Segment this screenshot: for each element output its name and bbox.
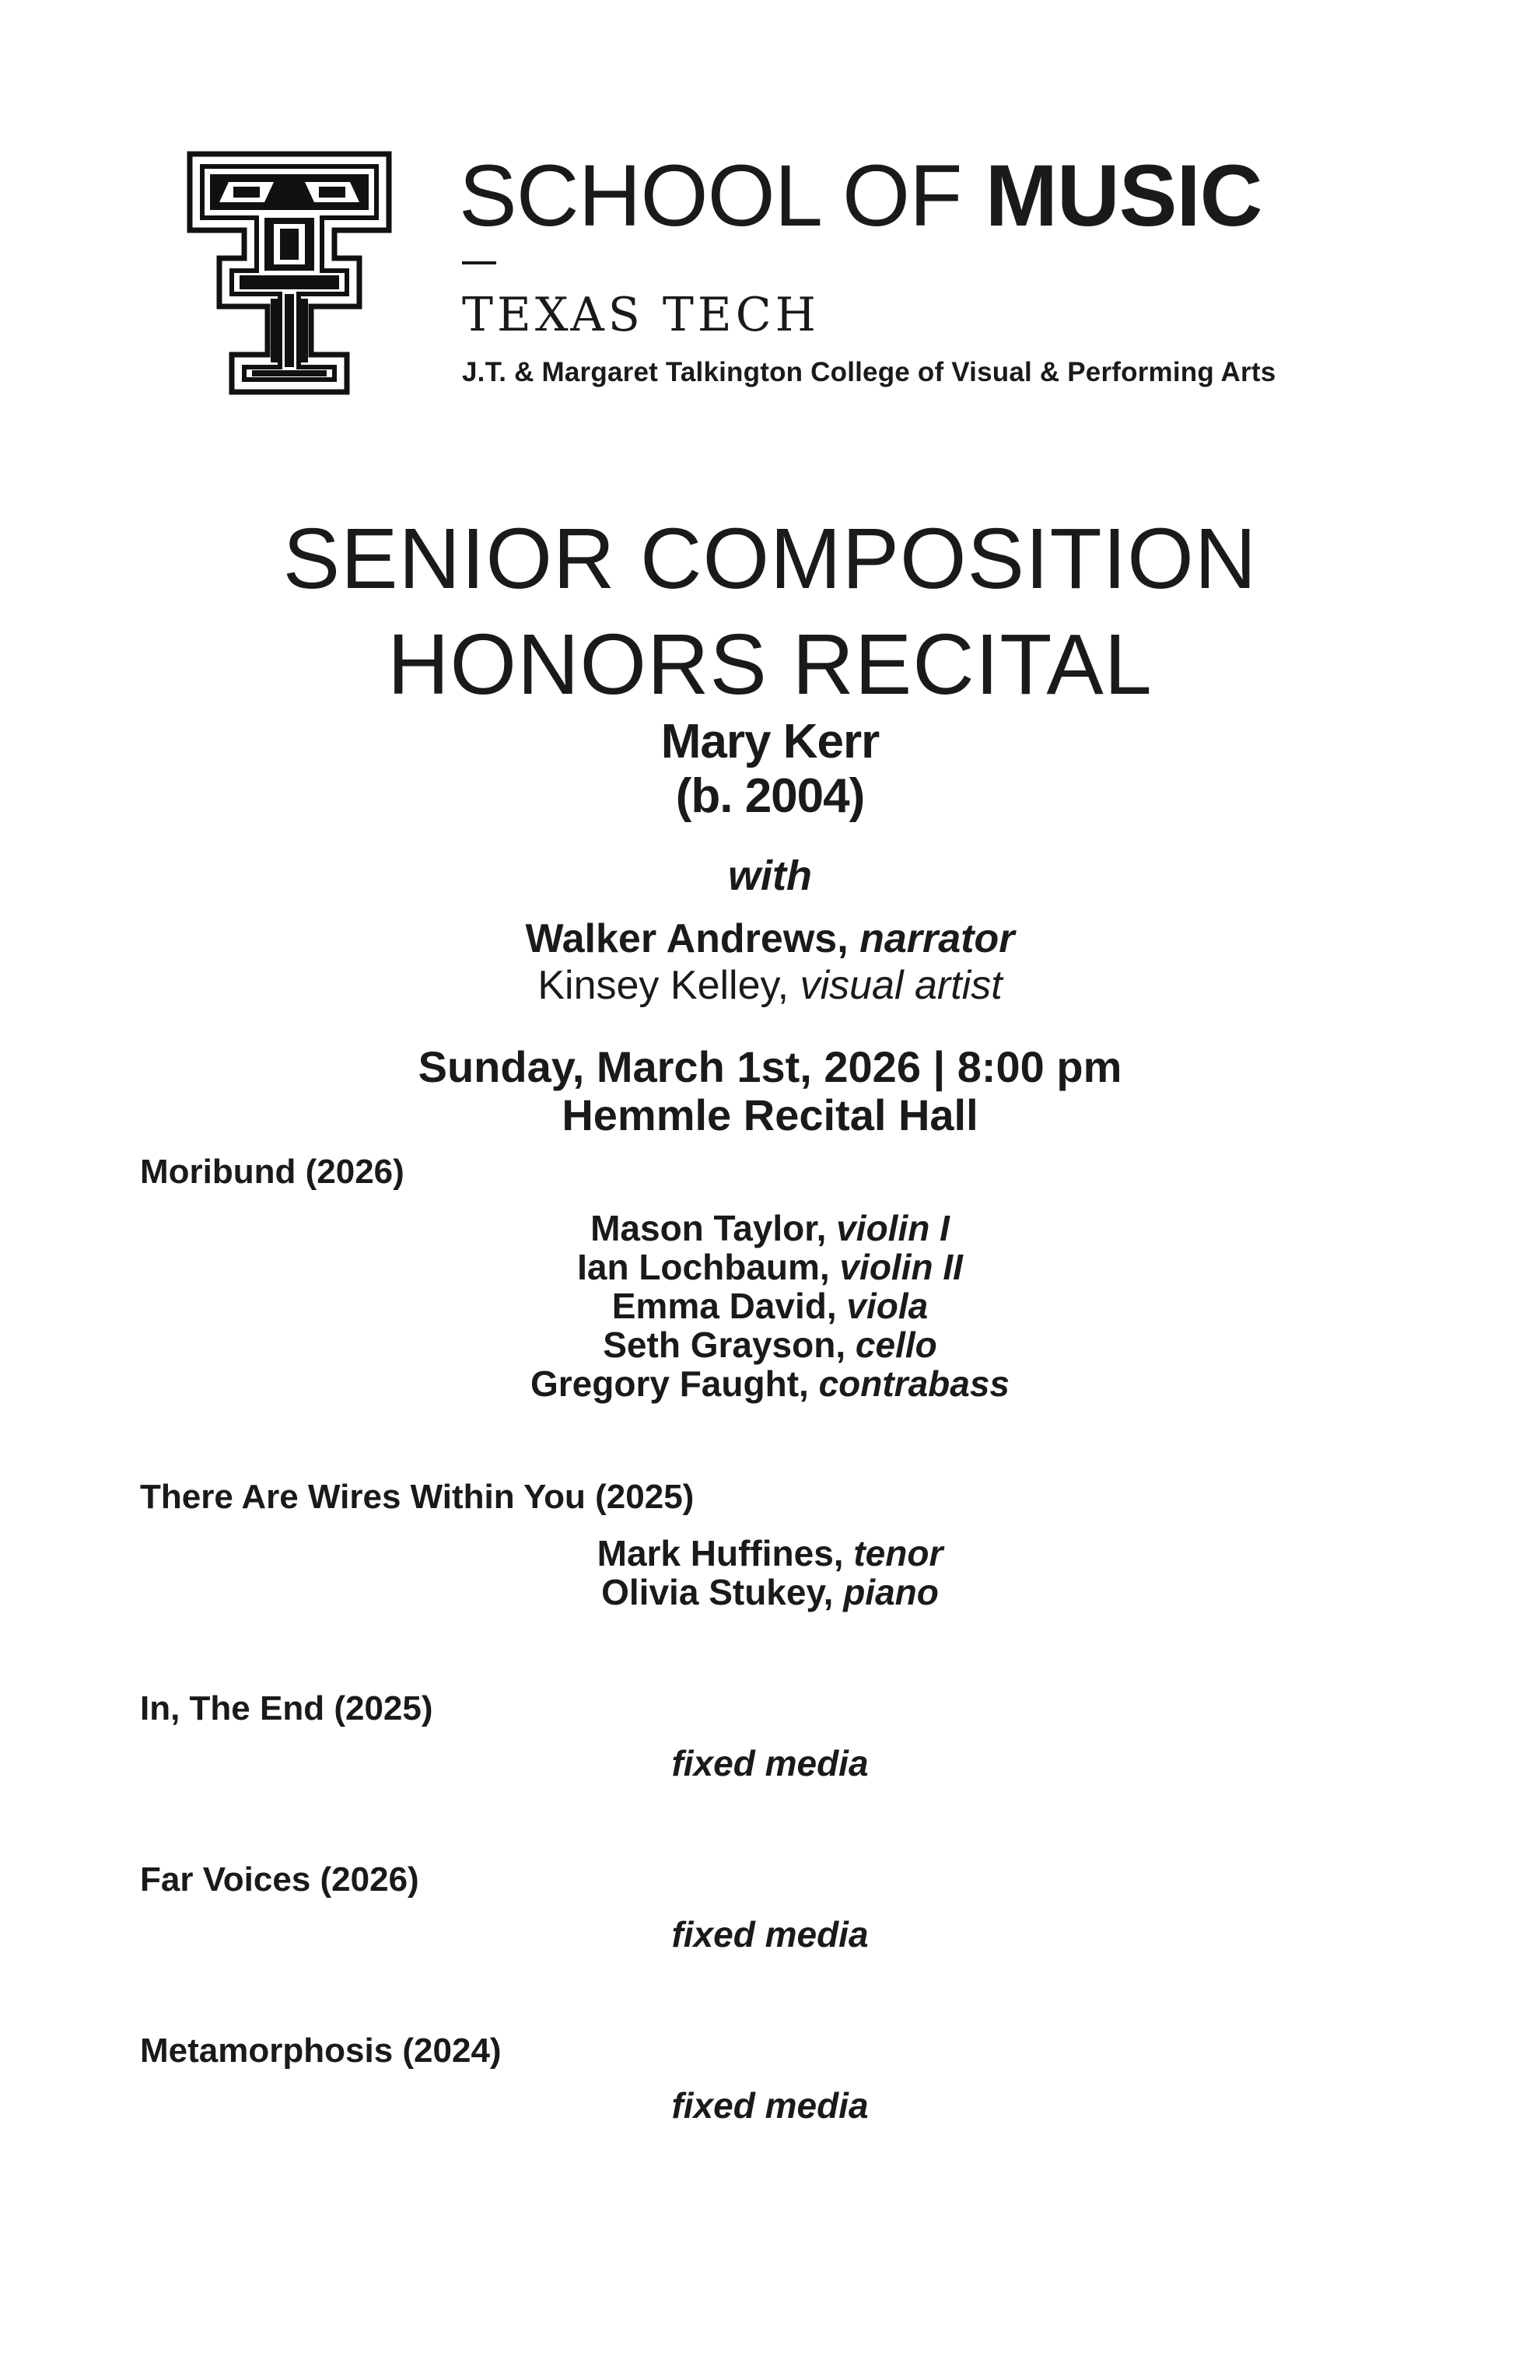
performer-name: Mark Huffines, <box>597 1533 844 1573</box>
performer-name: Olivia Stukey, <box>601 1572 834 1612</box>
performer-line <box>0 1286 1540 1325</box>
recital-title-line-2: HONORS RECITAL <box>387 617 1153 712</box>
piece-title: Metamorphosis (2024) <box>140 2032 502 2070</box>
double-t-logo-icon <box>187 151 392 395</box>
performer-role: viola <box>846 1286 929 1326</box>
with-label: with <box>728 852 812 899</box>
performer-line <box>0 1364 1540 1403</box>
guest-name: Kinsey Kelley, <box>537 963 789 1008</box>
guest-narrator <box>0 915 1540 963</box>
performer-role: cello <box>855 1325 937 1365</box>
performer-line <box>0 1534 1540 1573</box>
performer-name: Ian Lochbaum, <box>577 1247 830 1287</box>
piece-title: There Are Wires Within You (2025) <box>140 1478 695 1516</box>
performer-name: Emma David, <box>611 1286 837 1326</box>
performer-role: contrabass <box>818 1363 1010 1404</box>
university-name: TEXAS TECH <box>462 288 820 342</box>
school-prefix: SCHOOL OF <box>459 147 985 244</box>
performer-line <box>0 1325 1540 1364</box>
guest-role: visual artist <box>800 963 1003 1008</box>
school-bold: MUSIC <box>985 147 1262 244</box>
performer-line <box>0 1573 1540 1612</box>
performer-role: violin II <box>839 1247 963 1287</box>
guest-role: narrator <box>859 916 1015 961</box>
header-divider <box>462 261 496 264</box>
composer-years: (b. 2004) <box>675 769 865 823</box>
guest-visual-artist <box>0 961 1540 1010</box>
recital-title-line-1: SENIOR COMPOSITION <box>282 511 1258 607</box>
piece-title: In, The End (2025) <box>140 1689 433 1727</box>
piece-medium: fixed media <box>671 2085 869 2126</box>
college-name: J.T. & Margaret Talkington College of Visual & Performing Arts <box>462 357 1276 387</box>
recital-venue: Hemmle Recital Hall <box>562 1090 978 1139</box>
composer-name: Mary Kerr <box>660 715 880 768</box>
piece-medium: fixed media <box>671 1743 869 1783</box>
school-of-music-wordmark <box>459 149 1262 243</box>
piece-medium: fixed media <box>671 1914 869 1955</box>
performer-line <box>0 1209 1540 1248</box>
recital-date-time: Sunday, March 1st, 2026 | 8:00 pm <box>418 1042 1122 1091</box>
performer-role: piano <box>843 1572 939 1612</box>
performer-name: Seth Grayson, <box>603 1325 846 1365</box>
performer-role: tenor <box>853 1533 943 1573</box>
performer-role: violin I <box>836 1208 950 1248</box>
performer-name: Mason Taylor, <box>590 1208 827 1248</box>
piece-title: Far Voices (2026) <box>140 1860 419 1899</box>
performer-name: Gregory Faught, <box>530 1363 809 1404</box>
guest-name: Walker Andrews, <box>525 916 849 961</box>
piece-title: Moribund (2026) <box>140 1153 404 1191</box>
performer-line <box>0 1248 1540 1286</box>
